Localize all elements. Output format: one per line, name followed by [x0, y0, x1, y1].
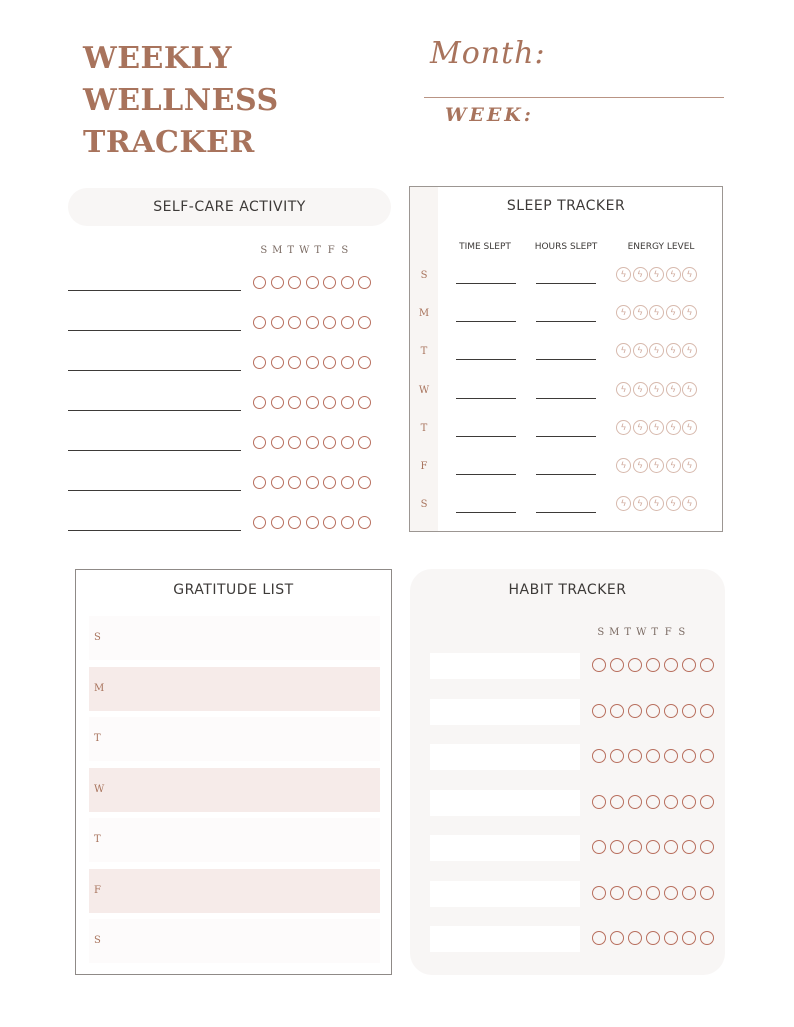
day-checkbox[interactable] — [323, 356, 336, 369]
gratitude-day-label: W — [94, 783, 105, 795]
day-label: T — [287, 245, 295, 256]
self-care-header — [68, 188, 391, 226]
time-slept-line[interactable] — [456, 398, 516, 399]
page-title — [83, 38, 279, 164]
gratitude-row[interactable] — [89, 616, 380, 660]
gratitude-row[interactable] — [89, 717, 380, 761]
day-checkbox[interactable] — [341, 396, 354, 409]
day-checkbox[interactable] — [646, 704, 660, 718]
lightning-bolt-icon[interactable]: ϟ — [616, 496, 631, 511]
day-checkbox[interactable] — [341, 436, 354, 449]
time-slept-line[interactable] — [456, 359, 516, 360]
day-checkbox[interactable] — [358, 436, 371, 449]
checkbox-group — [592, 840, 714, 854]
energy-level-icons — [616, 343, 697, 358]
day-checkbox[interactable] — [323, 316, 336, 329]
gratitude-day-label: T — [94, 733, 101, 744]
day-checkbox[interactable] — [288, 436, 301, 449]
checkbox-group — [253, 356, 371, 369]
lightning-bolt-icon[interactable]: ϟ — [616, 305, 631, 320]
day-label: S — [678, 627, 686, 638]
day-checkbox[interactable] — [358, 356, 371, 369]
week-label: WEEK: — [445, 104, 534, 126]
day-checkbox[interactable] — [592, 840, 606, 854]
habit-name-field[interactable] — [430, 790, 580, 816]
day-checkbox[interactable] — [610, 749, 624, 763]
lightning-bolt-icon[interactable]: ϟ — [649, 496, 664, 511]
day-checkbox[interactable] — [253, 516, 266, 529]
sleep-day-label: W — [418, 384, 430, 396]
lightning-bolt-icon[interactable]: ϟ — [682, 420, 697, 435]
day-label: T — [314, 245, 322, 256]
gratitude-day-label: T — [94, 834, 101, 845]
self-care-heading: SELF-CARE ACTIVITY — [153, 199, 306, 215]
day-checkbox[interactable] — [682, 704, 696, 718]
lightning-bolt-icon[interactable]: ϟ — [616, 382, 631, 397]
habit-row — [430, 926, 720, 954]
energy-level-icons — [616, 305, 697, 320]
sleep-day-label: F — [420, 461, 428, 472]
hours-slept-line[interactable] — [536, 512, 596, 513]
lightning-bolt-icon[interactable]: ϟ — [633, 496, 648, 511]
day-checkbox[interactable] — [646, 749, 660, 763]
energy-level-icons — [616, 267, 697, 282]
title-line-3: TRACKER — [83, 125, 255, 160]
energy-level-icons — [616, 496, 697, 511]
habit-row — [430, 653, 720, 681]
day-checkbox[interactable] — [306, 476, 319, 489]
hours-slept-line[interactable] — [536, 474, 596, 475]
energy-level-header: ENERGY LEVEL — [627, 242, 695, 252]
lightning-bolt-icon[interactable]: ϟ — [682, 382, 697, 397]
day-checkbox[interactable] — [628, 658, 642, 672]
lightning-bolt-icon[interactable]: ϟ — [616, 420, 631, 435]
lightning-bolt-icon[interactable]: ϟ — [666, 496, 681, 511]
day-checkbox[interactable] — [628, 749, 642, 763]
time-slept-line[interactable] — [456, 474, 516, 475]
checkbox-group — [253, 276, 371, 289]
hours-slept-line[interactable] — [536, 436, 596, 437]
day-checkbox[interactable] — [341, 316, 354, 329]
self-care-row — [68, 357, 388, 377]
self-care-row — [68, 397, 388, 417]
self-care-row — [68, 317, 388, 337]
lightning-bolt-icon[interactable]: ϟ — [682, 458, 697, 473]
day-label: W — [636, 627, 647, 638]
day-checkbox[interactable] — [682, 886, 696, 900]
day-checkbox[interactable] — [271, 476, 284, 489]
day-checkbox[interactable] — [628, 886, 642, 900]
day-checkbox[interactable] — [682, 931, 696, 945]
energy-level-icons — [616, 382, 697, 397]
sleep-day-label: S — [420, 270, 428, 281]
day-checkbox[interactable] — [271, 356, 284, 369]
day-checkbox[interactable] — [253, 396, 266, 409]
activity-line[interactable] — [68, 370, 241, 371]
habit-row — [430, 790, 720, 818]
day-checkbox[interactable] — [610, 658, 624, 672]
activity-line[interactable] — [68, 290, 241, 291]
hours-slept-line[interactable] — [536, 398, 596, 399]
day-checkbox[interactable] — [358, 316, 371, 329]
gratitude-row[interactable] — [89, 919, 380, 963]
habit-row — [430, 699, 720, 727]
day-checkbox[interactable] — [592, 886, 606, 900]
day-checkbox[interactable] — [288, 316, 301, 329]
time-slept-header: TIME SLEPT — [459, 242, 511, 252]
day-checkbox[interactable] — [682, 749, 696, 763]
day-checkbox[interactable] — [610, 840, 624, 854]
habit-name-field[interactable] — [430, 653, 580, 679]
sleep-day-strip — [410, 187, 438, 531]
lightning-bolt-icon[interactable]: ϟ — [616, 267, 631, 282]
day-checkbox[interactable] — [358, 516, 371, 529]
time-slept-line[interactable] — [456, 321, 516, 322]
self-care-row — [68, 477, 388, 497]
day-checkbox[interactable] — [700, 749, 714, 763]
day-checkbox[interactable] — [664, 886, 678, 900]
day-label: M — [609, 627, 620, 638]
hours-slept-line[interactable] — [536, 321, 596, 322]
time-slept-line[interactable] — [456, 512, 516, 513]
self-care-row — [68, 437, 388, 457]
gratitude-heading: GRATITUDE LIST — [173, 582, 294, 598]
habit-heading: HABIT TRACKER — [508, 582, 627, 598]
lightning-bolt-icon[interactable]: ϟ — [633, 267, 648, 282]
day-checkbox[interactable] — [628, 931, 642, 945]
lightning-bolt-icon[interactable]: ϟ — [666, 458, 681, 473]
day-label: S — [341, 245, 349, 256]
self-care-row — [68, 517, 388, 537]
title-line-2: WELLNESS — [83, 83, 279, 118]
day-label: S — [260, 245, 268, 256]
day-label: W — [299, 245, 310, 256]
habit-row — [430, 744, 720, 772]
lightning-bolt-icon[interactable]: ϟ — [682, 343, 697, 358]
hours-slept-line[interactable] — [536, 283, 596, 284]
day-checkbox[interactable] — [271, 276, 284, 289]
day-label: F — [327, 245, 335, 256]
day-checkbox[interactable] — [271, 316, 284, 329]
checkbox-group — [592, 931, 714, 945]
sleep-heading: SLEEP TRACKER — [506, 198, 626, 214]
day-checkbox[interactable] — [610, 704, 624, 718]
lightning-bolt-icon[interactable]: ϟ — [633, 420, 648, 435]
day-checkbox[interactable] — [664, 749, 678, 763]
day-checkbox[interactable] — [592, 658, 606, 672]
day-checkbox[interactable] — [253, 476, 266, 489]
day-checkbox[interactable] — [664, 658, 678, 672]
day-checkbox[interactable] — [628, 795, 642, 809]
day-checkbox[interactable] — [646, 795, 660, 809]
gratitude-day-label: F — [94, 884, 101, 896]
day-checkbox[interactable] — [664, 931, 678, 945]
gratitude-row[interactable] — [89, 667, 380, 711]
day-checkbox[interactable] — [253, 436, 266, 449]
activity-line[interactable] — [68, 450, 241, 451]
activity-line[interactable] — [68, 490, 241, 491]
sleep-day-label: T — [420, 346, 428, 358]
lightning-bolt-icon[interactable]: ϟ — [633, 382, 648, 397]
day-checkbox[interactable] — [646, 840, 660, 854]
energy-level-icons — [616, 420, 697, 435]
hours-slept-line[interactable] — [536, 359, 596, 360]
day-checkbox[interactable] — [664, 704, 678, 718]
lightning-bolt-icon[interactable]: ϟ — [649, 420, 664, 435]
day-checkbox[interactable] — [700, 704, 714, 718]
day-label: S — [597, 627, 605, 638]
lightning-bolt-icon[interactable]: ϟ — [649, 305, 664, 320]
gratitude-row[interactable] — [89, 768, 380, 812]
lightning-bolt-icon[interactable]: ϟ — [633, 305, 648, 320]
sleep-day-label: T — [420, 422, 428, 434]
self-care-day-labels — [257, 245, 352, 256]
day-checkbox[interactable] — [682, 658, 696, 672]
day-checkbox[interactable] — [646, 886, 660, 900]
day-checkbox[interactable] — [646, 931, 660, 945]
habit-name-field[interactable] — [430, 926, 580, 952]
day-checkbox[interactable] — [592, 795, 606, 809]
day-checkbox[interactable] — [664, 840, 678, 854]
day-checkbox[interactable] — [253, 316, 266, 329]
month-label: Month: — [430, 36, 546, 71]
day-checkbox[interactable] — [288, 276, 301, 289]
day-checkbox[interactable] — [358, 396, 371, 409]
activity-line[interactable] — [68, 530, 241, 531]
day-checkbox[interactable] — [323, 396, 336, 409]
day-checkbox[interactable] — [323, 276, 336, 289]
day-checkbox[interactable] — [271, 396, 284, 409]
day-checkbox[interactable] — [700, 840, 714, 854]
day-checkbox[interactable] — [700, 931, 714, 945]
day-checkbox[interactable] — [700, 658, 714, 672]
lightning-bolt-icon[interactable]: ϟ — [682, 267, 697, 282]
day-checkbox[interactable] — [341, 476, 354, 489]
day-checkbox[interactable] — [306, 356, 319, 369]
day-checkbox[interactable] — [323, 436, 336, 449]
lightning-bolt-icon[interactable]: ϟ — [666, 382, 681, 397]
day-checkbox[interactable] — [341, 516, 354, 529]
activity-line[interactable] — [68, 330, 241, 331]
time-slept-line[interactable] — [456, 283, 516, 284]
day-checkbox[interactable] — [682, 795, 696, 809]
day-checkbox[interactable] — [628, 704, 642, 718]
habit-name-field[interactable] — [430, 744, 580, 770]
hours-slept-header: HOURS SLEPT — [534, 242, 598, 252]
day-label: F — [664, 627, 672, 638]
gratitude-row[interactable] — [89, 869, 380, 913]
day-checkbox[interactable] — [341, 276, 354, 289]
lightning-bolt-icon[interactable]: ϟ — [649, 382, 664, 397]
lightning-bolt-icon[interactable]: ϟ — [633, 343, 648, 358]
checkbox-group — [253, 436, 371, 449]
checkbox-group — [592, 795, 714, 809]
day-checkbox[interactable] — [610, 886, 624, 900]
checkbox-group — [592, 704, 714, 718]
energy-level-icons — [616, 458, 697, 473]
day-checkbox[interactable] — [358, 276, 371, 289]
day-checkbox[interactable] — [306, 516, 319, 529]
lightning-bolt-icon[interactable]: ϟ — [649, 267, 664, 282]
day-checkbox[interactable] — [288, 516, 301, 529]
checkbox-group — [253, 516, 371, 529]
checkbox-group — [253, 396, 371, 409]
checkbox-group — [592, 886, 714, 900]
day-checkbox[interactable] — [288, 356, 301, 369]
time-slept-line[interactable] — [456, 436, 516, 437]
day-checkbox[interactable] — [306, 316, 319, 329]
day-label: M — [272, 245, 283, 256]
day-checkbox[interactable] — [610, 931, 624, 945]
checkbox-group — [253, 316, 371, 329]
gratitude-day-label: M — [94, 682, 105, 694]
day-checkbox[interactable] — [288, 476, 301, 489]
day-checkbox[interactable] — [592, 704, 606, 718]
day-checkbox[interactable] — [253, 276, 266, 289]
day-checkbox[interactable] — [628, 840, 642, 854]
day-checkbox[interactable] — [592, 749, 606, 763]
day-checkbox[interactable] — [271, 436, 284, 449]
gratitude-day-label: S — [94, 935, 101, 946]
lightning-bolt-icon[interactable]: ϟ — [682, 305, 697, 320]
day-checkbox[interactable] — [306, 276, 319, 289]
day-checkbox[interactable] — [700, 886, 714, 900]
checkbox-group — [253, 476, 371, 489]
day-checkbox[interactable] — [306, 436, 319, 449]
lightning-bolt-icon[interactable]: ϟ — [666, 343, 681, 358]
day-checkbox[interactable] — [253, 356, 266, 369]
self-care-row — [68, 277, 388, 297]
lightning-bolt-icon[interactable]: ϟ — [633, 458, 648, 473]
day-checkbox[interactable] — [682, 840, 696, 854]
day-checkbox[interactable] — [288, 396, 301, 409]
day-checkbox[interactable] — [271, 516, 284, 529]
habit-day-labels — [594, 627, 689, 638]
gratitude-day-label: S — [94, 632, 101, 643]
day-checkbox[interactable] — [341, 356, 354, 369]
checkbox-group — [592, 749, 714, 763]
sleep-day-label: S — [420, 499, 428, 511]
day-label: T — [651, 627, 659, 638]
day-checkbox[interactable] — [306, 396, 319, 409]
lightning-bolt-icon[interactable]: ϟ — [682, 496, 697, 511]
lightning-bolt-icon[interactable]: ϟ — [616, 458, 631, 473]
activity-line[interactable] — [68, 410, 241, 411]
habit-name-field[interactable] — [430, 835, 580, 861]
month-field-line[interactable] — [424, 97, 724, 98]
title-line-1: WEEKLY — [83, 41, 233, 76]
habit-name-field[interactable] — [430, 699, 580, 725]
lightning-bolt-icon[interactable]: ϟ — [666, 305, 681, 320]
day-checkbox[interactable] — [646, 658, 660, 672]
day-checkbox[interactable] — [358, 476, 371, 489]
day-checkbox[interactable] — [664, 795, 678, 809]
day-checkbox[interactable] — [323, 516, 336, 529]
lightning-bolt-icon[interactable]: ϟ — [666, 267, 681, 282]
day-label: T — [624, 627, 632, 638]
lightning-bolt-icon[interactable]: ϟ — [666, 420, 681, 435]
lightning-bolt-icon[interactable]: ϟ — [649, 343, 664, 358]
sleep-day-label: M — [418, 308, 430, 320]
day-checkbox[interactable] — [700, 795, 714, 809]
gratitude-row[interactable] — [89, 818, 380, 862]
habit-row — [430, 881, 720, 909]
day-checkbox[interactable] — [592, 931, 606, 945]
habit-row — [430, 835, 720, 863]
day-checkbox[interactable] — [323, 476, 336, 489]
habit-name-field[interactable] — [430, 881, 580, 907]
lightning-bolt-icon[interactable]: ϟ — [616, 343, 631, 358]
checkbox-group — [592, 658, 714, 672]
day-checkbox[interactable] — [610, 795, 624, 809]
lightning-bolt-icon[interactable]: ϟ — [649, 458, 664, 473]
